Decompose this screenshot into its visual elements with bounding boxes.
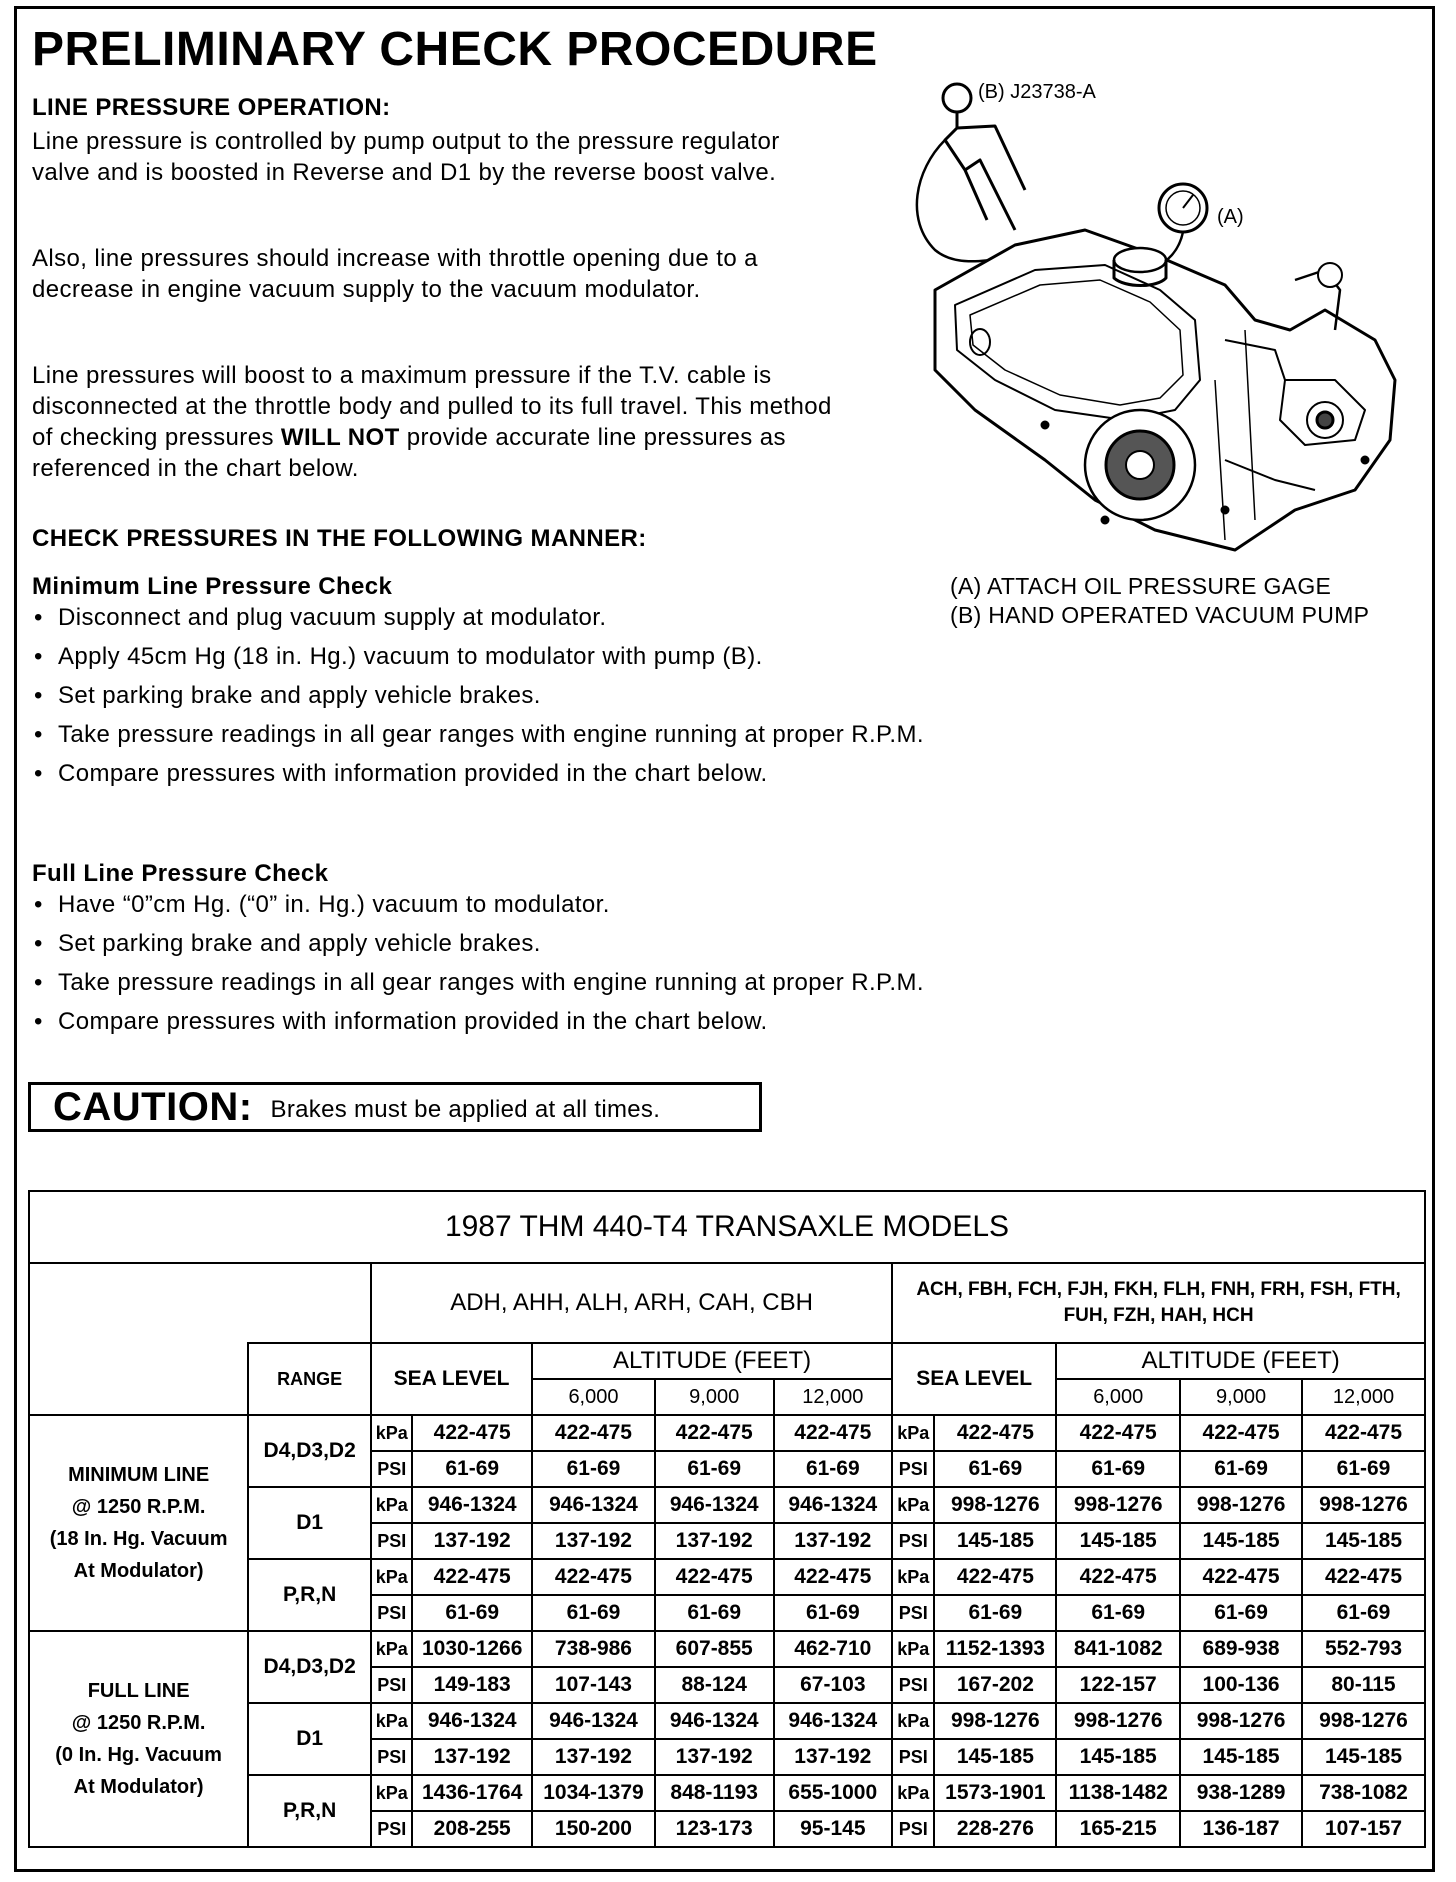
minimum-check-list <box>32 602 1132 789</box>
value-cell: 137-192 <box>774 1523 893 1559</box>
unit-cell: PSI <box>371 1811 412 1847</box>
caution-text: Brakes must be applied at all times. <box>270 1096 661 1123</box>
unit-cell: PSI <box>892 1595 934 1631</box>
altitude-12000: 12,000 <box>774 1379 893 1415</box>
value-cell: 122-157 <box>1056 1667 1180 1703</box>
altitude-9000: 9,000 <box>1180 1379 1302 1415</box>
range-cell: D4,D3,D2 <box>248 1631 371 1703</box>
value-cell: 841-1082 <box>1056 1631 1180 1667</box>
list-item: • Take pressure readings in all gear ranges with engine running at proper R.P.M. <box>32 719 1132 750</box>
value-cell: 145-185 <box>934 1739 1056 1775</box>
value-cell: 145-185 <box>1180 1523 1302 1559</box>
check-pressures-heading: CHECK PRESSURES IN THE FOLLOWING MANNER: <box>32 525 647 552</box>
value-cell: 422-475 <box>1056 1559 1180 1595</box>
condition-line: @ 1250 R.P.M. <box>71 1712 206 1734</box>
altitude-header-1: ALTITUDE (FEET) <box>532 1343 892 1379</box>
unit-cell: kPa <box>371 1631 412 1667</box>
value-cell: 422-475 <box>412 1415 532 1451</box>
label-a: (A) <box>1217 206 1244 228</box>
value-cell: 145-185 <box>1302 1523 1425 1559</box>
value-cell: 149-183 <box>412 1667 532 1703</box>
value-cell: 145-185 <box>934 1523 1056 1559</box>
transaxle-illustration <box>895 80 1415 560</box>
value-cell: 946-1324 <box>655 1703 774 1739</box>
value-cell: 998-1276 <box>1180 1703 1302 1739</box>
unit-cell: kPa <box>371 1703 412 1739</box>
unit-cell: kPa <box>371 1487 412 1523</box>
will-not-emphasis: WILL NOT <box>280 424 400 451</box>
unit-cell: PSI <box>892 1451 934 1487</box>
unit-cell: PSI <box>892 1739 934 1775</box>
full-check-section <box>32 858 1132 1045</box>
value-cell: 422-475 <box>412 1559 532 1595</box>
condition-cell <box>29 1631 248 1847</box>
value-cell: 107-157 <box>1302 1811 1425 1847</box>
value-cell: 145-185 <box>1056 1523 1180 1559</box>
paragraph-2: Also, line pressures should increase with throttle opening due to a decrease in engine vacuum supply to the vacuum modulator. <box>32 245 758 303</box>
label-b: (B) J23738-A <box>978 81 1096 103</box>
sea-level-header-1: SEA LEVEL <box>371 1343 532 1415</box>
range-header: RANGE <box>248 1343 371 1415</box>
condition-line: FULL LINE <box>87 1680 190 1702</box>
value-cell: 998-1276 <box>1302 1487 1425 1523</box>
unit-cell: PSI <box>371 1451 412 1487</box>
condition-line: (18 In. Hg. Vacuum <box>49 1528 228 1550</box>
altitude-12000: 12,000 <box>1302 1379 1425 1415</box>
range-cell: P,R,N <box>248 1775 371 1847</box>
value-cell: 165-215 <box>1056 1811 1180 1847</box>
group-2-models: ACH, FBH, FCH, FJH, FKH, FLH, FNH, FRH, FSH, FTH, FUH, FZH, HAH, HCH <box>892 1263 1425 1343</box>
altitude-6000: 6,000 <box>1056 1379 1180 1415</box>
value-cell: 95-145 <box>774 1811 893 1847</box>
value-cell: 137-192 <box>532 1739 655 1775</box>
unit-cell: PSI <box>892 1811 934 1847</box>
value-cell: 462-710 <box>774 1631 893 1667</box>
value-cell: 848-1193 <box>655 1775 774 1811</box>
blank-corner <box>29 1263 371 1343</box>
list-item: • Set parking brake and apply vehicle brakes. <box>32 928 1132 959</box>
value-cell: 61-69 <box>1180 1451 1302 1487</box>
value-cell: 61-69 <box>532 1595 655 1631</box>
range-cell: D1 <box>248 1487 371 1559</box>
value-cell: 150-200 <box>532 1811 655 1847</box>
group-1-models: ADH, AHH, ALH, ARH, CAH, CBH <box>371 1263 892 1343</box>
sea-level-header-2: SEA LEVEL <box>892 1343 1056 1415</box>
unit-cell: kPa <box>371 1559 412 1595</box>
value-cell: 422-475 <box>532 1559 655 1595</box>
full-check-title: Full Line Pressure Check <box>32 860 329 887</box>
value-cell: 61-69 <box>774 1451 893 1487</box>
value-cell: 123-173 <box>655 1811 774 1847</box>
value-cell: 946-1324 <box>774 1703 893 1739</box>
value-cell: 1138-1482 <box>1056 1775 1180 1811</box>
value-cell: 738-1082 <box>1302 1775 1425 1811</box>
value-cell: 422-475 <box>1180 1415 1302 1451</box>
value-cell: 607-855 <box>655 1631 774 1667</box>
value-cell: 61-69 <box>1302 1595 1425 1631</box>
unit-cell: PSI <box>371 1523 412 1559</box>
condition-line: At Modulator) <box>73 1776 204 1798</box>
value-cell: 137-192 <box>412 1739 532 1775</box>
table-row <box>29 1631 1425 1667</box>
paragraph-1: Line pressure is controlled by pump output to the pressure regulator valve and is boosted in Reverse and D1 by the reverse boost valve. <box>32 128 780 186</box>
unit-cell: kPa <box>892 1703 934 1739</box>
range-cell: P,R,N <box>248 1559 371 1631</box>
unit-cell: PSI <box>892 1523 934 1559</box>
pressure-chart <box>28 1190 1426 1848</box>
value-cell: 422-475 <box>532 1415 655 1451</box>
condition-line: (0 In. Hg. Vacuum <box>55 1744 222 1766</box>
list-item: • Have “0”cm Hg. (“0” in. Hg.) vacuum to modulator. <box>32 889 1132 920</box>
list-item: • Compare pressures with information provided in the chart below. <box>32 758 1132 789</box>
list-item: • Compare pressures with information provided in the chart below. <box>32 1006 1132 1037</box>
value-cell: 422-475 <box>1302 1415 1425 1451</box>
figure-caption <box>950 572 1369 630</box>
value-cell: 998-1276 <box>1056 1703 1180 1739</box>
value-cell: 88-124 <box>655 1667 774 1703</box>
value-cell: 61-69 <box>774 1595 893 1631</box>
value-cell: 422-475 <box>774 1559 893 1595</box>
value-cell: 107-143 <box>532 1667 655 1703</box>
value-cell: 167-202 <box>934 1667 1056 1703</box>
value-cell: 1573-1901 <box>934 1775 1056 1811</box>
value-cell: 1152-1393 <box>934 1631 1056 1667</box>
table-row <box>29 1415 1425 1451</box>
value-cell: 61-69 <box>1056 1451 1180 1487</box>
value-cell: 946-1324 <box>412 1487 532 1523</box>
value-cell: 145-185 <box>1180 1739 1302 1775</box>
value-cell: 61-69 <box>412 1451 532 1487</box>
value-cell: 946-1324 <box>532 1703 655 1739</box>
value-cell: 998-1276 <box>1056 1487 1180 1523</box>
value-cell: 946-1324 <box>655 1487 774 1523</box>
value-cell: 422-475 <box>1302 1559 1425 1595</box>
unit-cell: kPa <box>892 1487 934 1523</box>
unit-cell: kPa <box>892 1559 934 1595</box>
value-cell: 61-69 <box>1180 1595 1302 1631</box>
unit-cell: PSI <box>892 1667 934 1703</box>
value-cell: 137-192 <box>532 1523 655 1559</box>
value-cell: 137-192 <box>774 1739 893 1775</box>
list-item: • Apply 45cm Hg (18 in. Hg.) vacuum to modulator with pump (B). <box>32 641 818 672</box>
value-cell: 61-69 <box>412 1595 532 1631</box>
unit-cell: PSI <box>371 1595 412 1631</box>
minimum-check-title: Minimum Line Pressure Check <box>32 573 393 600</box>
value-cell: 552-793 <box>1302 1631 1425 1667</box>
condition-line: At Modulator) <box>73 1560 204 1582</box>
blank-corner-lower <box>29 1343 248 1415</box>
value-cell: 1436-1764 <box>412 1775 532 1811</box>
value-cell: 61-69 <box>1302 1451 1425 1487</box>
value-cell: 137-192 <box>655 1523 774 1559</box>
value-cell: 422-475 <box>934 1415 1056 1451</box>
chart-body <box>29 1191 1425 1847</box>
value-cell: 946-1324 <box>412 1703 532 1739</box>
value-cell: 422-475 <box>655 1559 774 1595</box>
unit-cell: PSI <box>371 1739 412 1775</box>
value-cell: 655-1000 <box>774 1775 893 1811</box>
value-cell: 422-475 <box>655 1415 774 1451</box>
condition-line: @ 1250 R.P.M. <box>71 1496 206 1518</box>
value-cell: 61-69 <box>934 1451 1056 1487</box>
value-cell: 422-475 <box>1056 1415 1180 1451</box>
line-pressure-heading: LINE PRESSURE OPERATION: <box>32 94 391 121</box>
chart-title: 1987 THM 440-T4 TRANSAXLE MODELS <box>29 1191 1425 1263</box>
value-cell: 100-136 <box>1180 1667 1302 1703</box>
value-cell: 938-1289 <box>1180 1775 1302 1811</box>
value-cell: 61-69 <box>934 1595 1056 1631</box>
value-cell: 946-1324 <box>532 1487 655 1523</box>
unit-cell: kPa <box>892 1631 934 1667</box>
altitude-9000: 9,000 <box>655 1379 774 1415</box>
value-cell: 998-1276 <box>1302 1703 1425 1739</box>
altitude-header-2: ALTITUDE (FEET) <box>1056 1343 1425 1379</box>
range-cell: D1 <box>248 1703 371 1775</box>
full-check-list <box>32 889 1132 1037</box>
caption-a: (A) ATTACH OIL PRESSURE GAGE <box>950 573 1332 599</box>
value-cell: 137-192 <box>412 1523 532 1559</box>
value-cell: 145-185 <box>1056 1739 1180 1775</box>
value-cell: 422-475 <box>1180 1559 1302 1595</box>
caution-box <box>28 1082 762 1132</box>
value-cell: 80-115 <box>1302 1667 1425 1703</box>
list-item: • Disconnect and plug vacuum supply at modulator. <box>32 602 1132 633</box>
value-cell: 61-69 <box>655 1595 774 1631</box>
condition-cell <box>29 1415 248 1631</box>
value-cell: 145-185 <box>1302 1739 1425 1775</box>
unit-cell: kPa <box>892 1415 934 1451</box>
value-cell: 1030-1266 <box>412 1631 532 1667</box>
value-cell: 208-255 <box>412 1811 532 1847</box>
unit-cell: kPa <box>892 1775 934 1811</box>
unit-cell: kPa <box>371 1415 412 1451</box>
value-cell: 137-192 <box>655 1739 774 1775</box>
value-cell: 422-475 <box>934 1559 1056 1595</box>
vacuum-pump-icon <box>945 112 1025 230</box>
value-cell: 228-276 <box>934 1811 1056 1847</box>
list-item: • Take pressure readings in all gear ranges with engine running at proper R.P.M. <box>32 967 1132 998</box>
unit-cell: PSI <box>371 1667 412 1703</box>
list-item: • Set parking brake and apply vehicle brakes. <box>32 680 1132 711</box>
range-cell: D4,D3,D2 <box>248 1415 371 1487</box>
value-cell: 738-986 <box>532 1631 655 1667</box>
condition-line: MINIMUM LINE <box>68 1464 210 1486</box>
page-title: PRELIMINARY CHECK PROCEDURE <box>32 23 878 76</box>
value-cell: 946-1324 <box>774 1487 893 1523</box>
value-cell: 61-69 <box>1056 1595 1180 1631</box>
value-cell: 67-103 <box>774 1667 893 1703</box>
caption-b: (B) HAND OPERATED VACUUM PUMP <box>950 602 1370 628</box>
altitude-6000: 6,000 <box>532 1379 655 1415</box>
value-cell: 998-1276 <box>934 1703 1056 1739</box>
unit-cell: kPa <box>371 1775 412 1811</box>
vacuum-gauge-icon <box>943 84 971 112</box>
value-cell: 422-475 <box>774 1415 893 1451</box>
value-cell: 998-1276 <box>934 1487 1056 1523</box>
value-cell: 61-69 <box>655 1451 774 1487</box>
value-cell: 61-69 <box>532 1451 655 1487</box>
value-cell: 1034-1379 <box>532 1775 655 1811</box>
caution-label: CAUTION: <box>53 1084 253 1129</box>
paragraph-3: Line pressures will boost to a maximum pressure if the T.V. cable is disconnected at the throttle body and pulled to its full travel. This method of checking pressures WILL NOT provide accurate line pressures as referenced in the chart below. <box>32 362 832 482</box>
value-cell: 136-187 <box>1180 1811 1302 1847</box>
value-cell: 998-1276 <box>1180 1487 1302 1523</box>
value-cell: 689-938 <box>1180 1631 1302 1667</box>
